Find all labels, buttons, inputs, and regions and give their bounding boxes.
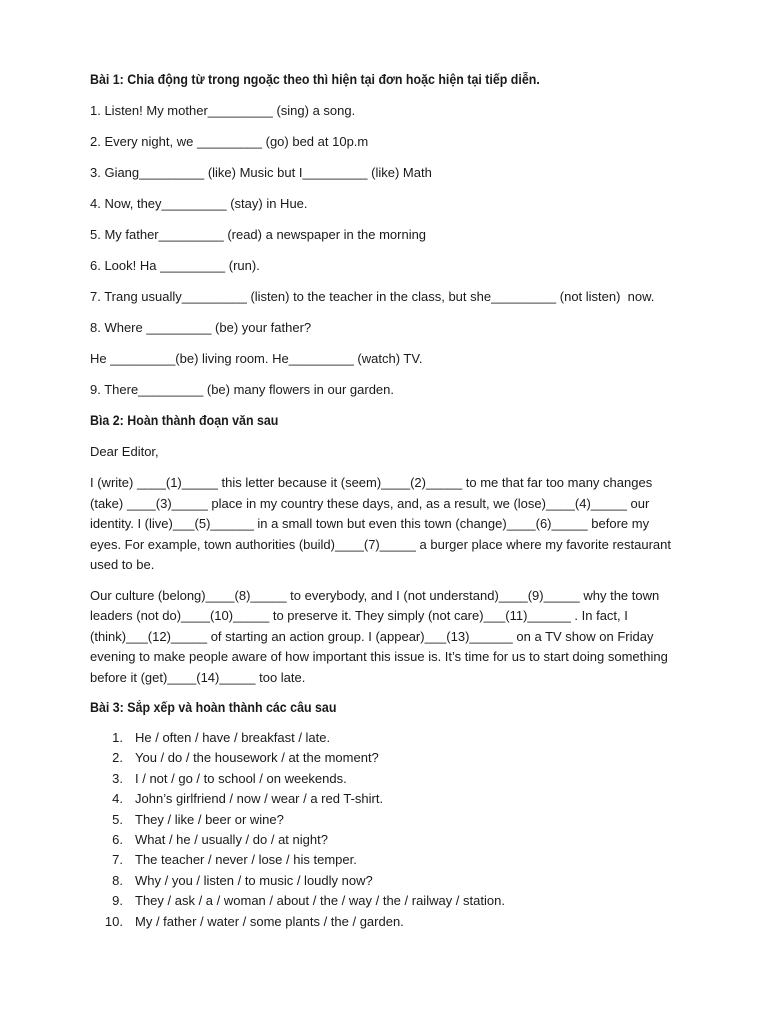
list-item bbox=[90, 871, 720, 891]
list-item bbox=[90, 748, 720, 768]
list-item-text: I / not / go / to school / on weekends. bbox=[135, 770, 347, 786]
list-item-text: John’s girlfriend / now / wear / a red T-shirt. bbox=[135, 791, 384, 807]
section1-heading: Bài 1: Chia động từ trong ngoặc theo thì hiện tại đơn hoặc hiện tại tiếp diễn. bbox=[90, 72, 540, 87]
exercise1-item-1: 1. Listen! My mother_________ (sing) a song. bbox=[90, 103, 356, 118]
letter-paragraph-2: Our culture (belong)____(8)_____ to everybody, and I (not understand)____(9)_____ why the town leaders (not do)____(10)_____ to preserve it. They simply (not care)___(11)______ . In fact, I (think)___(12)_____ of starting an action group. I (appear)___(13)______ on a TV show on Friday evening to make people aware of how important this issue is. It’s time for us to start doing something before it (get)____(14)_____ too late. bbox=[90, 587, 668, 685]
list-item bbox=[90, 789, 720, 809]
letter-paragraph-1: I (write) ____(1)_____ this letter because it (seem)____(2)_____ to me that far too many changes (take) ____(3)_____ place in my country these days, and, as a result, we (lose)____(4)_____ our identity. I (live)___(5)______ in a small town but even this town (change)____(6)_____ before my eyes. For example, town authorities (build)____(7)_____ a burger place where my favorite restaurant used to be. bbox=[90, 475, 671, 572]
exercise1-item-4: 4. Now, they_________ (stay) in Hue. bbox=[90, 196, 308, 211]
list-item bbox=[90, 728, 720, 748]
list-item-text: The teacher / never / lose / his temper. bbox=[135, 852, 357, 868]
exercise1-item-8: 8. Where _________ (be) your father? bbox=[90, 320, 312, 335]
list-number: 5. bbox=[112, 811, 123, 827]
list-item-text: They / ask / a / woman / about / the / way / the / railway / station. bbox=[135, 893, 505, 909]
list-number: 10. bbox=[104, 913, 123, 929]
list-item-text: You / do / the housework / at the moment? bbox=[135, 750, 379, 766]
list-item-text: They / like / beer or wine? bbox=[135, 811, 284, 827]
list-item bbox=[90, 830, 720, 850]
list-number: 4. bbox=[112, 791, 123, 807]
exercise1-item-8b: He _________(be) living room. He_________ (watch) TV. bbox=[90, 351, 423, 366]
list-number: 9. bbox=[112, 893, 123, 909]
section2-heading: Bìa 2: Hoàn thành đoạn văn sau bbox=[90, 413, 279, 428]
exercise1-item-7: 7. Trang usually_________ (listen) to the teacher in the class, but she_________ (not listen) now. bbox=[90, 289, 655, 304]
exercise1-item-3: 3. Giang_________ (like) Music but I_________ (like) Math bbox=[90, 165, 432, 180]
list-number: 1. bbox=[112, 730, 123, 745]
list-item bbox=[90, 769, 720, 789]
list-item-text: My / father / water / some plants / the / garden. bbox=[135, 913, 404, 929]
list-item bbox=[90, 891, 720, 911]
list-item-text: What / he / usually / do / at night? bbox=[135, 832, 328, 848]
exercise1-item-2: 2. Every night, we _________ (go) bed at 10p.m bbox=[90, 134, 369, 149]
exercise1-item-9: 9. There_________ (be) many flowers in our garden. bbox=[90, 382, 395, 397]
section3-heading: Bài 3: Sắp xếp và hoàn thành các câu sau bbox=[90, 700, 337, 715]
document-page bbox=[90, 68, 720, 932]
list-number: 8. bbox=[112, 872, 123, 888]
exercise1-item-6: 6. Look! Ha _________ (run). bbox=[90, 258, 260, 273]
list-item bbox=[90, 912, 720, 932]
list-item bbox=[90, 850, 720, 870]
list-number: 6. bbox=[112, 832, 123, 848]
list-number: 3. bbox=[112, 770, 123, 786]
arrange-list bbox=[90, 728, 720, 932]
list-item-text: Why / you / listen / to music / loudly now? bbox=[135, 872, 373, 888]
letter-greeting: Dear Editor, bbox=[90, 444, 159, 459]
list-number: 7. bbox=[112, 852, 123, 868]
list-item-text: He / often / have / breakfast / late. bbox=[135, 730, 331, 745]
list-number: 2. bbox=[112, 750, 123, 766]
list-item bbox=[90, 810, 720, 830]
exercise1-item-5: 5. My father_________ (read) a newspaper in the morning bbox=[90, 227, 427, 242]
